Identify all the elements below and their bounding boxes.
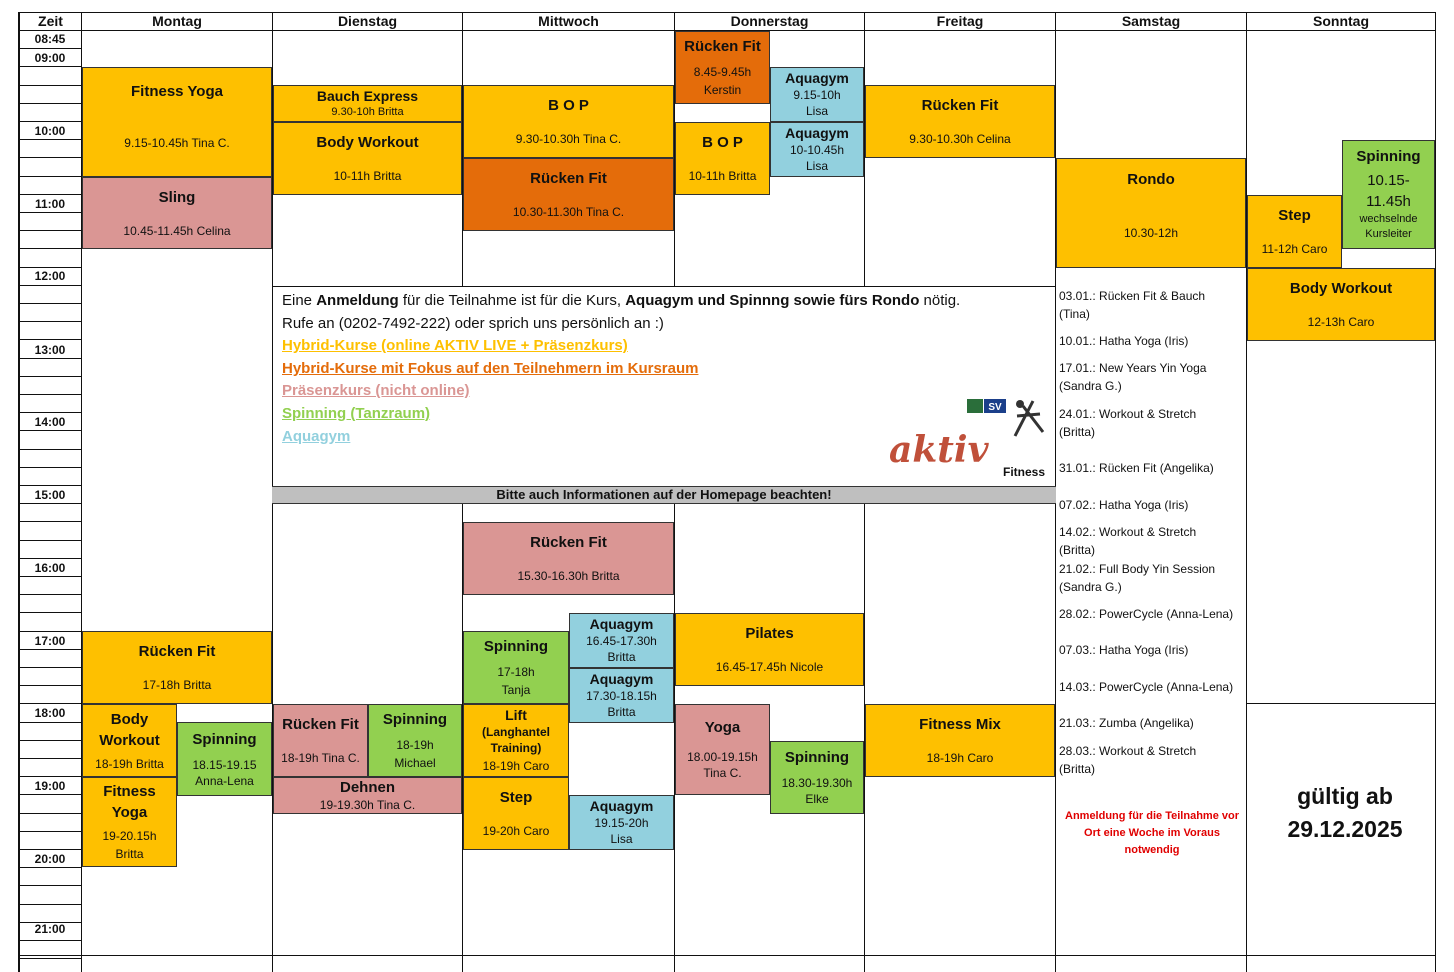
time-row-line bbox=[18, 849, 81, 850]
logo-badge: SV bbox=[988, 402, 1002, 413]
course-time: 9.30-10.30h Tina C. bbox=[515, 132, 622, 146]
course-time: 18.30-19.30h bbox=[781, 776, 853, 790]
course-time: 8.45-9.45h bbox=[693, 65, 752, 79]
time-row-line bbox=[18, 631, 81, 632]
course-title: Rondo bbox=[1127, 170, 1175, 188]
time-label: 11:00 bbox=[34, 197, 66, 211]
time-row-line bbox=[18, 722, 81, 723]
course-time: 18.15-19.15 bbox=[192, 757, 257, 772]
course-box bbox=[1056, 158, 1246, 268]
course-box bbox=[770, 67, 864, 122]
course-trainer: Michael bbox=[394, 756, 436, 770]
course-time: 18-19h Britta bbox=[95, 756, 164, 771]
course-time: 9.15-10.45h Tina C. bbox=[124, 135, 230, 150]
course-title: Step bbox=[1278, 207, 1311, 224]
course-trainer: Elke bbox=[805, 792, 829, 806]
info-text-part: Anmeldung bbox=[316, 292, 399, 309]
time-row-line bbox=[18, 48, 81, 49]
course-time: 10.15- bbox=[1367, 172, 1410, 189]
course-trainer: Tina C. bbox=[703, 766, 742, 780]
course-title: Spinning bbox=[382, 711, 448, 728]
course-trainer: Britta bbox=[607, 705, 636, 719]
course-title: Sling bbox=[158, 188, 196, 206]
time-row-line bbox=[18, 521, 81, 522]
course-trainer: Tanja bbox=[501, 683, 531, 697]
event-line: (Tina) bbox=[1059, 307, 1090, 321]
time-label: 16:00 bbox=[34, 561, 66, 575]
course-box bbox=[569, 795, 674, 850]
course-time: 10.30-12h bbox=[1123, 225, 1179, 240]
legend-hybrid: Hybrid-Kurse (online AKTIV LIVE + Präsenzkurs) bbox=[282, 337, 628, 355]
time-row-line bbox=[18, 867, 81, 868]
course-time: 9.30-10h Britta bbox=[331, 106, 404, 118]
note-line: Ort eine Woche im Voraus bbox=[1084, 827, 1220, 839]
time-row-line bbox=[18, 430, 81, 431]
time-label: 19:00 bbox=[34, 779, 66, 793]
time-row-line bbox=[18, 139, 81, 140]
grid-line bbox=[18, 955, 1436, 956]
course-box bbox=[1342, 140, 1435, 249]
legend-praesenz: Präsenzkurs (nicht online) bbox=[282, 382, 470, 400]
event-item bbox=[1059, 496, 1249, 514]
course-time: 17.30-18.15h bbox=[586, 689, 657, 703]
course-title: Aquagym bbox=[589, 616, 654, 632]
time-row-line bbox=[18, 303, 81, 304]
logo-graphic bbox=[885, 396, 1050, 480]
course-box bbox=[865, 85, 1055, 158]
logo-sub: Fitness bbox=[1003, 465, 1046, 479]
course-title: Dehnen bbox=[339, 779, 395, 796]
course-box bbox=[463, 85, 674, 158]
time-row-line bbox=[18, 485, 81, 486]
course-title: Rücken Fit bbox=[684, 38, 761, 55]
course-box bbox=[273, 704, 368, 777]
course-time: 17-18h Britta bbox=[142, 678, 212, 692]
course-title: Training) bbox=[490, 741, 542, 755]
event-line: 21.02.: Full Body Yin Session bbox=[1059, 562, 1216, 576]
course-title: Yoga bbox=[704, 719, 741, 736]
time-row-line bbox=[18, 376, 81, 377]
time-label: 12:00 bbox=[34, 269, 66, 283]
time-row-line bbox=[18, 940, 81, 941]
course-time: 10.30-11.30h Tina C. bbox=[512, 205, 625, 219]
course-box bbox=[463, 777, 569, 850]
course-box bbox=[865, 704, 1055, 777]
course-box bbox=[273, 85, 462, 122]
course-title: Workout bbox=[99, 731, 160, 749]
course-trainer: Britta bbox=[607, 650, 636, 664]
course-box bbox=[82, 631, 272, 704]
course-box bbox=[770, 741, 864, 814]
time-row-line bbox=[18, 339, 81, 340]
course-title: Rücken Fit bbox=[282, 716, 359, 733]
time-row-line bbox=[18, 831, 81, 832]
course-trainer: Britta bbox=[115, 847, 144, 861]
time-row-line bbox=[18, 121, 81, 122]
time-row-line bbox=[18, 904, 81, 905]
course-trainer: Lisa bbox=[805, 104, 828, 118]
info-text-part: für die Teilnahme ist für die Kurs, bbox=[398, 292, 626, 309]
course-box bbox=[463, 704, 569, 777]
course-box bbox=[273, 777, 462, 814]
header-day: Dienstag bbox=[337, 13, 398, 29]
time-row-line bbox=[18, 285, 81, 286]
time-row-line bbox=[18, 540, 81, 541]
course-title: Aquagym bbox=[785, 125, 849, 141]
event-item bbox=[1059, 742, 1249, 778]
course-box bbox=[675, 613, 864, 686]
time-row-line bbox=[18, 103, 81, 104]
course-title: Spinning bbox=[483, 638, 549, 655]
time-row-line bbox=[18, 503, 81, 504]
time-label: 17:00 bbox=[34, 634, 66, 648]
course-time: 18-19h bbox=[396, 738, 434, 752]
course-title: Fitness Mix bbox=[919, 716, 1001, 733]
course-title: Body bbox=[110, 710, 149, 728]
valid-date: 29.12.2025 bbox=[1287, 816, 1403, 842]
header-day: Sonntag bbox=[1313, 13, 1369, 29]
course-box bbox=[463, 522, 674, 595]
info-line bbox=[282, 290, 1052, 313]
event-item bbox=[1059, 405, 1249, 441]
course-time: 16.45-17.30h bbox=[586, 634, 657, 648]
course-title: Step bbox=[499, 789, 533, 806]
course-box bbox=[1247, 268, 1435, 341]
course-title: Pilates bbox=[745, 625, 794, 642]
header-day: Montag bbox=[152, 13, 202, 29]
course-box bbox=[770, 122, 864, 177]
course-time: 11-12h Caro bbox=[1261, 242, 1328, 256]
info-line: Rufe an (0202-7492-222) oder sprich uns persönlich an :) bbox=[282, 314, 664, 332]
course-trainer: Lisa bbox=[610, 832, 633, 846]
course-time: 10-11h Britta bbox=[333, 169, 402, 183]
course-title: Bauch Express bbox=[316, 88, 419, 104]
course-title: (Langhantel bbox=[482, 725, 550, 739]
time-row-line bbox=[18, 885, 81, 886]
course-time: 19.15-20h bbox=[594, 816, 649, 830]
time-label: 20:00 bbox=[34, 852, 66, 866]
course-time: 18.00-19.15h bbox=[687, 750, 758, 764]
course-time: 11.45h bbox=[1366, 193, 1411, 210]
course-title: B O P bbox=[702, 134, 743, 151]
course-title: Spinning bbox=[784, 749, 850, 766]
event-line: 28.02.: PowerCycle (Anna-Lena) bbox=[1059, 607, 1234, 621]
time-row-line bbox=[18, 685, 81, 686]
valid-from bbox=[1250, 780, 1440, 846]
time-row-line bbox=[18, 267, 81, 268]
event-item bbox=[1059, 605, 1249, 623]
course-box bbox=[569, 668, 674, 723]
course-time: 19-20.15h bbox=[102, 829, 157, 843]
note-line: notwendig bbox=[1124, 844, 1180, 856]
event-line: 03.01.: Rücken Fit & Bauch bbox=[1059, 289, 1206, 303]
event-item bbox=[1059, 332, 1249, 350]
time-row-line bbox=[18, 740, 81, 741]
course-title: B O P bbox=[548, 97, 589, 114]
course-time: 17-18h bbox=[497, 665, 535, 679]
header-zeit: Zeit bbox=[38, 13, 63, 29]
aktiv-logo bbox=[885, 396, 1050, 480]
course-box bbox=[368, 704, 462, 777]
course-title: Fitness Yoga bbox=[131, 82, 223, 100]
course-box bbox=[177, 722, 272, 796]
event-item bbox=[1059, 560, 1249, 596]
event-item bbox=[1059, 287, 1249, 323]
event-line: (Britta) bbox=[1059, 425, 1095, 439]
course-time: 9.30-10.30h Celina bbox=[909, 132, 1011, 146]
info-text-part: Eine bbox=[282, 292, 317, 309]
event-line: 17.01.: New Years Yin Yoga bbox=[1059, 361, 1207, 375]
course-title: Fitness bbox=[103, 783, 156, 800]
event-line: 21.03.: Zumba (Angelika) bbox=[1059, 716, 1194, 730]
event-line: (Sandra G.) bbox=[1059, 379, 1122, 393]
event-line: 14.03.: PowerCycle (Anna-Lena) bbox=[1059, 680, 1234, 694]
time-row-line bbox=[18, 394, 81, 395]
time-row-line bbox=[18, 758, 81, 759]
event-item bbox=[1059, 523, 1249, 559]
time-row-line bbox=[18, 157, 81, 158]
legend-hybrid-focus: Hybrid-Kurse mit Fokus auf den Teilnehmern im Kursraum bbox=[282, 359, 699, 377]
time-row-line bbox=[18, 958, 81, 959]
course-box bbox=[273, 122, 462, 195]
time-label: 09:00 bbox=[34, 51, 66, 65]
note-line: Anmeldung für die Teilnahme vor bbox=[1065, 810, 1239, 822]
time-label: 10:00 bbox=[34, 124, 66, 138]
event-line: 07.03.: Hatha Yoga (Iris) bbox=[1059, 643, 1189, 657]
course-time: 16.45-17.45h Nicole bbox=[715, 660, 824, 674]
course-title: Rücken Fit bbox=[530, 170, 607, 187]
event-line: (Britta) bbox=[1059, 543, 1095, 557]
course-title: Body Workout bbox=[1289, 280, 1393, 297]
header-day: Samstag bbox=[1121, 13, 1181, 29]
course-title: Rücken Fit bbox=[530, 534, 607, 551]
time-row-line bbox=[18, 667, 81, 668]
event-line: 31.01.: Rücken Fit (Angelika) bbox=[1059, 461, 1214, 475]
course-time: 10.45-11.45h Celina bbox=[123, 223, 231, 238]
course-title: Spinning bbox=[1356, 148, 1421, 165]
course-title: Aquagym bbox=[589, 671, 654, 687]
course-title: Aquagym bbox=[589, 798, 654, 814]
time-row-line bbox=[18, 358, 81, 359]
course-title: Aquagym bbox=[785, 70, 849, 86]
time-row-line bbox=[18, 66, 81, 67]
course-time: 10-11h Britta bbox=[688, 169, 757, 183]
event-item bbox=[1059, 678, 1249, 696]
course-title: Rücken Fit bbox=[921, 97, 999, 114]
course-box bbox=[569, 613, 674, 668]
course-time: 18-19h Tina C. bbox=[281, 751, 360, 765]
time-label: 14:00 bbox=[34, 415, 66, 429]
course-time: 18-19h Caro bbox=[926, 751, 994, 765]
time-row-line bbox=[18, 594, 81, 595]
time-label: 18:00 bbox=[34, 706, 66, 720]
course-title: Yoga bbox=[111, 804, 148, 821]
time-label: 21:00 bbox=[34, 922, 66, 936]
legend-aquagym: Aquagym bbox=[282, 427, 351, 445]
header-day: Mittwoch bbox=[538, 13, 599, 29]
time-row-line bbox=[18, 321, 81, 322]
course-box bbox=[82, 67, 272, 177]
event-item bbox=[1059, 459, 1249, 477]
course-box bbox=[675, 122, 770, 195]
info-text-part: nötig. bbox=[919, 292, 961, 309]
course-box bbox=[82, 704, 177, 777]
time-label: 13:00 bbox=[34, 343, 66, 357]
course-time: 19-19.30h Tina C. bbox=[319, 798, 416, 812]
event-line: 14.02.: Workout & Stretch bbox=[1059, 525, 1197, 539]
event-line: (Sandra G.) bbox=[1059, 580, 1122, 594]
course-title: Spinning bbox=[192, 730, 257, 748]
time-row-line bbox=[18, 230, 81, 231]
course-trainer: wechselnde bbox=[1359, 213, 1418, 225]
course-trainer: Lisa bbox=[805, 159, 828, 173]
grid-line bbox=[1246, 703, 1436, 704]
course-box bbox=[463, 158, 674, 231]
time-row-line bbox=[18, 813, 81, 814]
logo-word: aktiv bbox=[889, 429, 989, 471]
time-row-line bbox=[18, 176, 81, 177]
course-time: 15.30-16.30h Britta bbox=[517, 569, 620, 583]
course-box bbox=[1247, 195, 1342, 268]
time-row-line bbox=[18, 612, 81, 613]
course-title: Lift bbox=[505, 707, 527, 723]
course-time: 18-19h Caro bbox=[482, 759, 550, 773]
course-box bbox=[82, 777, 177, 867]
legend-spinning: Spinning (Tanzraum) bbox=[282, 404, 431, 422]
header-day: Donnerstag bbox=[730, 13, 809, 29]
course-trainer: Kerstin bbox=[703, 83, 742, 97]
time-label: 08:45 bbox=[34, 32, 66, 46]
course-time: 10-10.45h bbox=[789, 143, 845, 157]
homepage-banner: Bitte auch Informationen auf der Homepage beachten! bbox=[272, 486, 1056, 504]
event-line: 24.01.: Workout & Stretch bbox=[1059, 407, 1197, 421]
event-item bbox=[1059, 641, 1249, 659]
course-title: Body Workout bbox=[316, 134, 419, 151]
valid-label: gültig ab bbox=[1297, 783, 1393, 809]
time-row-line bbox=[18, 248, 81, 249]
course-time: 9.15-10h bbox=[793, 88, 841, 102]
time-row-line bbox=[18, 449, 81, 450]
time-row-line bbox=[18, 212, 81, 213]
time-row-line bbox=[18, 649, 81, 650]
course-title: Rücken Fit bbox=[138, 643, 216, 660]
time-row-line bbox=[18, 467, 81, 468]
course-box bbox=[675, 704, 770, 795]
course-box bbox=[82, 177, 272, 249]
info-text-part: Aquagym und Spinnng sowie fürs Rondo bbox=[625, 292, 920, 309]
event-line: 28.03.: Workout & Stretch bbox=[1059, 744, 1197, 758]
registration-note bbox=[1057, 808, 1247, 859]
course-box bbox=[675, 31, 770, 104]
time-row-line bbox=[18, 776, 81, 777]
time-row-line bbox=[18, 558, 81, 559]
event-item bbox=[1059, 359, 1249, 395]
time-row-line bbox=[18, 576, 81, 577]
event-line: (Britta) bbox=[1059, 762, 1095, 776]
course-trainer: Anna-Lena bbox=[195, 773, 254, 788]
course-time: 19-20h Caro bbox=[482, 824, 550, 838]
event-line: 10.01.: Hatha Yoga (Iris) bbox=[1059, 334, 1189, 348]
header-day: Freitag bbox=[936, 13, 984, 29]
grid-line bbox=[272, 286, 1056, 287]
course-box bbox=[463, 631, 569, 704]
time-label: 15:00 bbox=[34, 488, 66, 502]
time-row-line bbox=[18, 194, 81, 195]
course-trainer: Kursleiter bbox=[1365, 228, 1412, 240]
course-time: 12-13h Caro bbox=[1307, 315, 1375, 329]
event-line: 07.02.: Hatha Yoga (Iris) bbox=[1059, 498, 1189, 512]
time-row-line bbox=[18, 703, 81, 704]
time-row-line bbox=[18, 85, 81, 86]
time-row-line bbox=[18, 794, 81, 795]
event-item bbox=[1059, 714, 1249, 732]
time-row-line bbox=[18, 412, 81, 413]
